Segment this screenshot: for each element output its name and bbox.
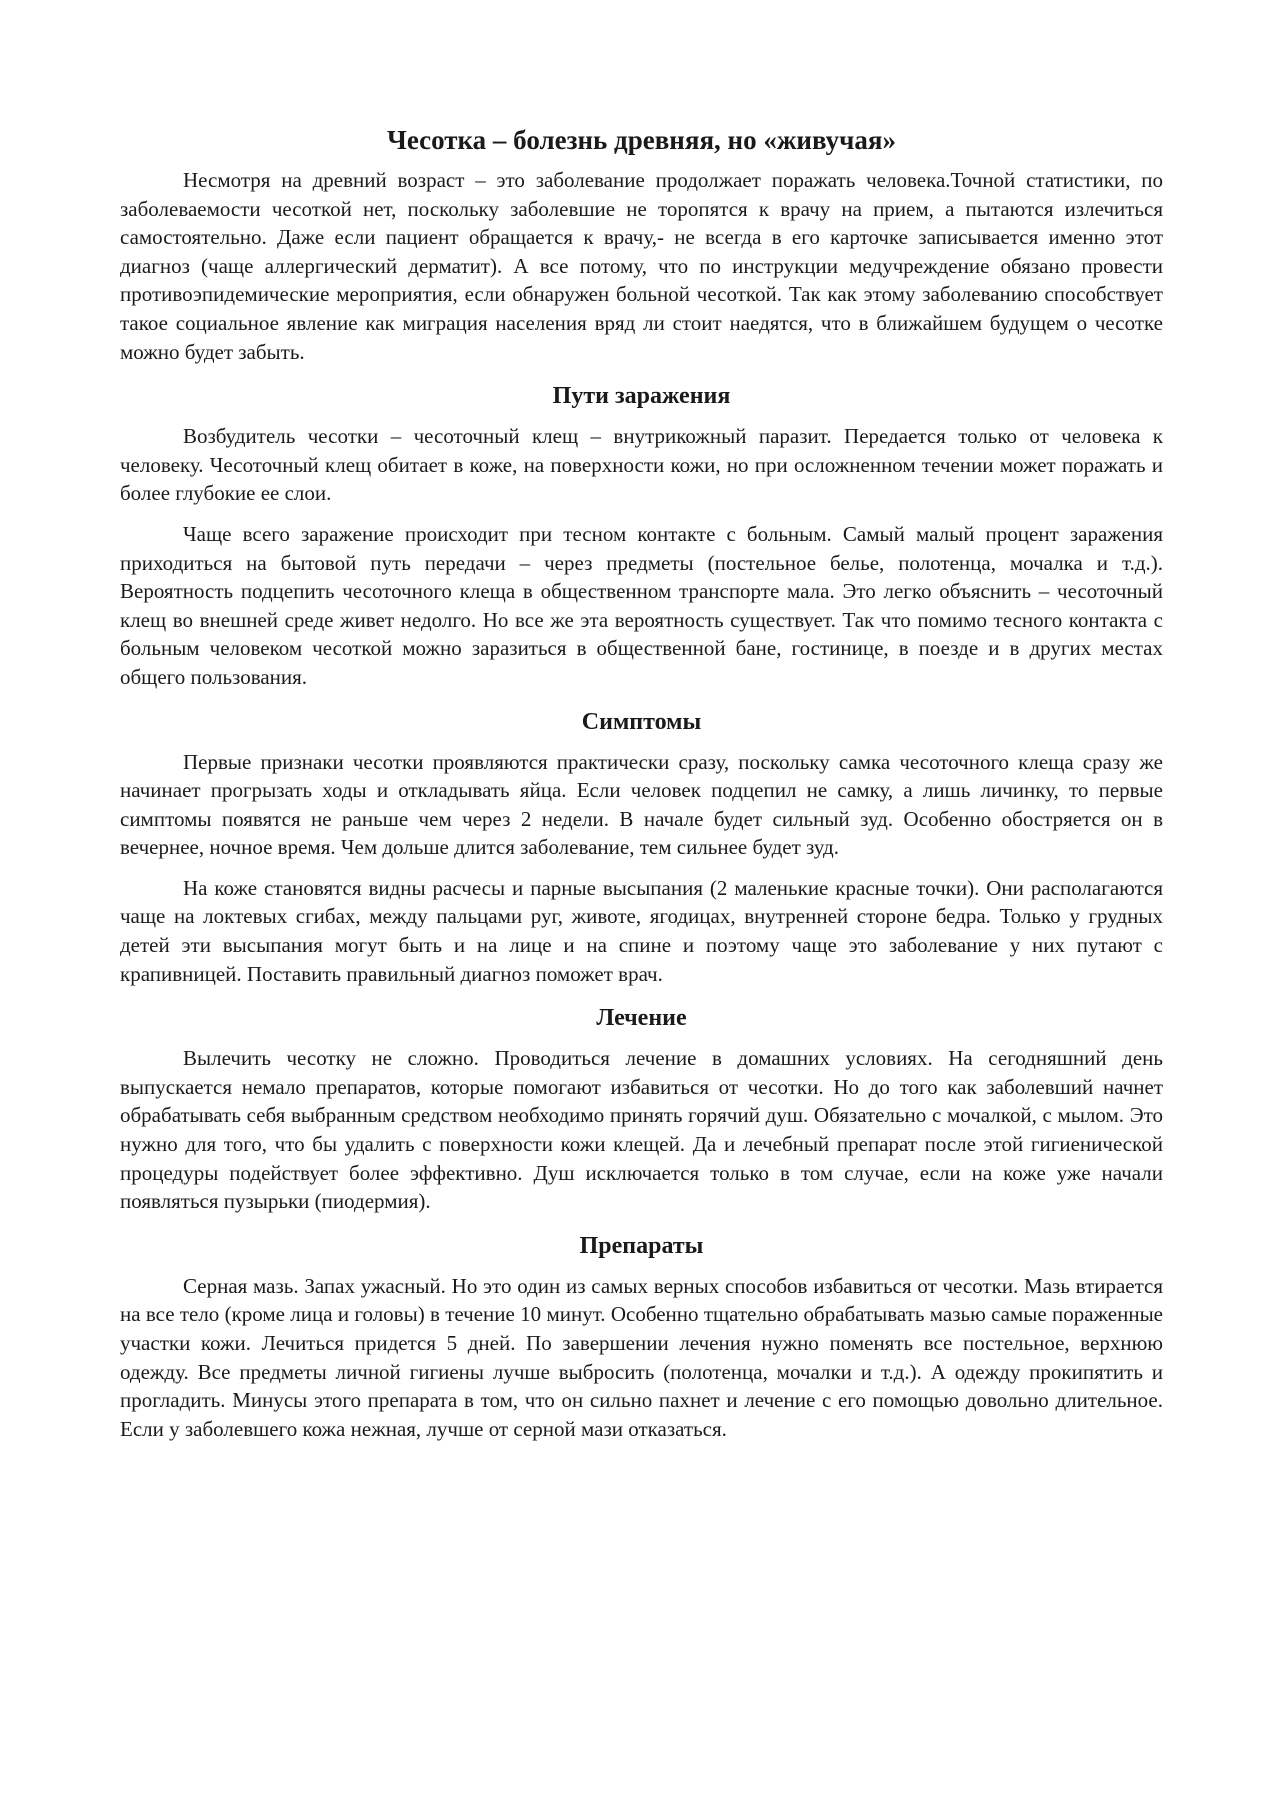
paragraph: Серная мазь. Запах ужасный. Но это один из самых верных способов избавиться от чесотки. Мазь втирается на все тело (кроме лица и головы) в течение 10 минут. Особенно тщательно обрабатывать мазью самые пораженные участки кожи. Лечиться придется 5 дней. По завершении лечения нужно поменять все постельное, верхнюю одежду. Все предметы личной гигиены лучше выбросить (полотенца, мочалки и т.д.). А одежду прокипятить и прогладить. Минусы этого препарата в том, что он сильно пахнет и лечение с его помощью довольно длительное. Если у заболевшего кожа нежная, лучше от серной мази отказаться. xyxy=(120,1273,1163,1441)
paragraph: Вылечить чесотку не сложно. Проводиться лечение в домашних условиях. На сегодняшний день выпускается немало препаратов, которые помогают избавиться от чесотки. Но до того как заболевший начнет обрабатывать себя выбранным средством необходимо принять горячий душ. Обязательно с мочалкой, с мылом. Это нужно для того, что бы удалить с поверхности кожи клещей. Да и лечебный препарат после этой гигиенической процедуры подействует более эффективно. Душ исключается только в том случае, если на коже уже начали появляться пузырьки (пиодермия). xyxy=(120,1046,1163,1214)
paragraph: На коже становятся видны расчесы и парные высыпания (2 маленькие красные точки). Они располагаются чаще на локтевых сгибах, между пальцами руг, животе, ягодицах, внутренней стороне бедра. Только у грудных детей эти высыпания могут быть и на лице и на спине и поэтому чаще это заболевание у них путают с крапивницей. Поставить правильный диагноз поможет врач. xyxy=(120,875,1163,986)
paragraph: Чаще всего заражение происходит при тесном контакте с больным. Самый малый процент заражения приходиться на бытовой путь передачи – через предметы (постельное белье, полотенца, мочалка и т.д.). Вероятность подцепить чесоточного клеща в общественном транспорте мала. Это легко объяснить – чесоточный клещ во внешней среде живет недолго. Но все же эта вероятность существует. Так что помимо тесного контакта с больным человеком чесоткой можно заразиться в общественной бане, гостинице, в поезде и в других местах общего пользования. xyxy=(120,521,1163,689)
section-heading-transmission: Пути заражения xyxy=(552,383,731,410)
paragraph: Первые признаки чесотки проявляются практически сразу, поскольку самка чесоточного клеща сразу же начинает прогрызать ходы и откладывать яйца. Если человек подцепил не самку, а лишь личинку, то первые симптомы появятся не раньше чем через 2 недели. В начале будет сильный зуд. Особенно обостряется он в вечернее, ночное время. Чем дольше длится заболевание, тем сильнее будет зуд. xyxy=(120,749,1163,860)
paragraph: Несмотря на древний возраст – это заболевание продолжает поражать человека.Точной статистики, по заболеваемости чесоткой нет, поскольку заболевшие не торопятся к врачу на прием, а пытаются излечиться самостоятельно. Даже если пациент обращается к врачу,- не всегда в его карточке записывается именно этот диагноз (чаще аллергический дерматит). А все потому, что по инструкции медучреждение обязано провести противоэпидемические мероприятия, если обнаружен больной чесоткой. Так как этому заболеванию способствует такое социальное явление как миграция населения вряд ли стоит наедятся, что в ближайшем будущем о чесотке можно будет забыть. xyxy=(120,168,1163,364)
document-title: Чесотка – болезнь древняя, но «живучая» xyxy=(387,125,896,155)
paragraph: Возбудитель чесотки – чесоточный клещ – внутрикожный паразит. Передается только от человека к человеку. Чесоточный клещ обитает в коже, на поверхности кожи, но при осложненном течении может поражать и более глубокие ее слои. xyxy=(120,424,1163,506)
document-page xyxy=(120,122,1163,1455)
section-heading-treatment: Лечение xyxy=(596,1005,687,1032)
section-heading-medications: Препараты xyxy=(579,1232,704,1259)
section-heading-symptoms: Симптомы xyxy=(581,708,702,735)
